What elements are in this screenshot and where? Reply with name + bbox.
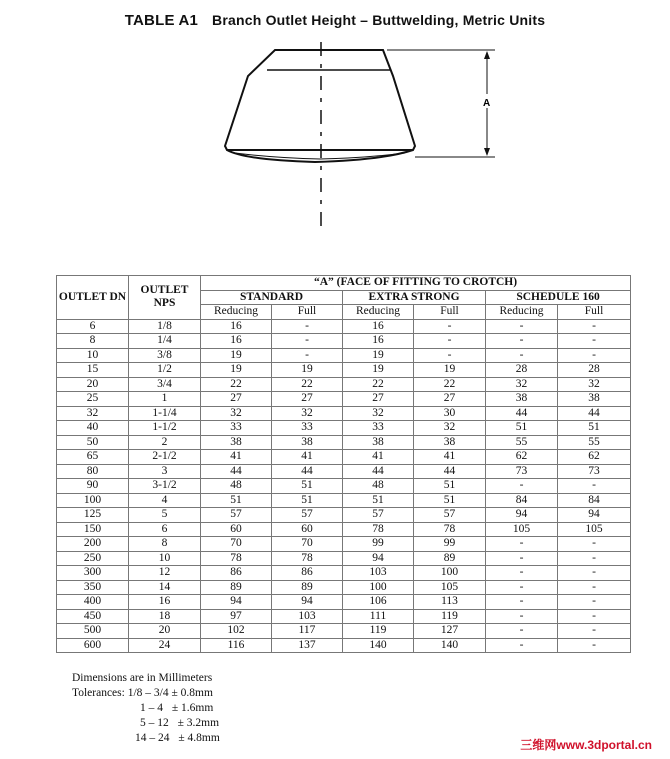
table-cell: 119	[343, 624, 414, 639]
table-cell: 3/8	[129, 348, 201, 363]
table-cell: 22	[272, 377, 343, 392]
table-cell: 3/4	[129, 377, 201, 392]
table-cell: 94	[343, 551, 414, 566]
table-cell: 33	[201, 421, 272, 436]
table-cell: 10	[129, 551, 201, 566]
table-cell: -	[272, 348, 343, 363]
table-cell: -	[558, 334, 631, 349]
tolerance-value: ± 4.8mm	[178, 732, 220, 744]
table-cell: 105	[558, 522, 631, 537]
table-cell: 1/8	[129, 319, 201, 334]
table-cell: -	[558, 595, 631, 610]
table-cell: 41	[414, 450, 486, 465]
table-cell: 40	[57, 421, 129, 436]
table-cell: 105	[486, 522, 558, 537]
table-cell: 41	[343, 450, 414, 465]
table-cell: -	[414, 319, 486, 334]
table-row	[57, 464, 631, 479]
table-cell: 5	[129, 508, 201, 523]
table-cell: 105	[414, 580, 486, 595]
table-row	[57, 551, 631, 566]
table-row	[57, 624, 631, 639]
table-cell: 50	[57, 435, 129, 450]
table-cell: 150	[57, 522, 129, 537]
table-cell: 33	[343, 421, 414, 436]
table-cell: 38	[201, 435, 272, 450]
table-cell: 140	[414, 638, 486, 653]
table-cell: 32	[201, 406, 272, 421]
table-cell: -	[486, 609, 558, 624]
table-cell: 19	[201, 348, 272, 363]
table-cell: 94	[272, 595, 343, 610]
table-cell: 2-1/2	[129, 450, 201, 465]
table-cell: 32	[486, 377, 558, 392]
table-cell: 51	[272, 493, 343, 508]
subheader-reducing: Reducing	[343, 305, 414, 320]
table-cell: 51	[272, 479, 343, 494]
table-cell: 89	[414, 551, 486, 566]
table-cell: 44	[558, 406, 631, 421]
table-title	[0, 12, 670, 29]
table-row	[57, 319, 631, 334]
table-row	[57, 392, 631, 407]
tolerance-range: 1/8 – 3/4	[127, 687, 169, 699]
table-cell: -	[558, 319, 631, 334]
tolerances-label: Tolerances:	[72, 687, 125, 699]
table-row	[57, 566, 631, 581]
header-face-to-crotch: “A” (FACE OF FITTING TO CROTCH)	[201, 276, 631, 291]
table-row	[57, 638, 631, 653]
tolerance-range: 1 – 4	[140, 702, 163, 714]
table-cell: 44	[272, 464, 343, 479]
table-cell: 14	[129, 580, 201, 595]
fitting-saddle	[227, 150, 413, 162]
table-row	[57, 450, 631, 465]
table-cell: 119	[414, 609, 486, 624]
table-row	[57, 493, 631, 508]
table-cell: 350	[57, 580, 129, 595]
table-cell: 51	[343, 493, 414, 508]
tolerance-value: ± 3.2mm	[177, 717, 220, 729]
dimension-label-a: A	[483, 98, 491, 109]
header-outlet-nps: OUTLET NPS	[129, 276, 201, 320]
table-cell: 62	[558, 450, 631, 465]
table-cell: 41	[201, 450, 272, 465]
table-cell: 44	[414, 464, 486, 479]
table-cell: -	[558, 348, 631, 363]
table-cell: 51	[414, 493, 486, 508]
table-cell: 86	[272, 566, 343, 581]
table-cell: 12	[129, 566, 201, 581]
tolerance-range: 5 – 12	[140, 717, 169, 729]
table-cell: 57	[272, 508, 343, 523]
table-cell: 38	[486, 392, 558, 407]
table-cell: 51	[486, 421, 558, 436]
table-cell: 103	[343, 566, 414, 581]
table-cell: -	[486, 319, 558, 334]
table-cell: -	[558, 551, 631, 566]
table-cell: 99	[414, 537, 486, 552]
tolerance-row	[72, 701, 220, 716]
table-cell: 57	[201, 508, 272, 523]
header-outlet-dn: OUTLET DN	[57, 276, 129, 320]
table-cell: 70	[201, 537, 272, 552]
table-cell: 33	[272, 421, 343, 436]
table-cell: 84	[486, 493, 558, 508]
subheader-full: Full	[414, 305, 486, 320]
table-cell: -	[486, 580, 558, 595]
table-cell: 38	[414, 435, 486, 450]
notes	[72, 671, 220, 746]
table-cell: -	[486, 551, 558, 566]
table-cell: 78	[272, 551, 343, 566]
header-extra-strong: EXTRA STRONG	[343, 290, 486, 305]
table-cell: -	[558, 566, 631, 581]
table-row	[57, 334, 631, 349]
table-cell: 19	[343, 363, 414, 378]
tolerance-range: 14 – 24	[135, 732, 170, 744]
table-cell: 28	[558, 363, 631, 378]
table-cell: 300	[57, 566, 129, 581]
dimensions-note: Dimensions are in Millimeters	[72, 672, 213, 684]
table-cell: 65	[57, 450, 129, 465]
table-cell: 10	[57, 348, 129, 363]
table-row	[57, 377, 631, 392]
header-standard: STANDARD	[201, 290, 343, 305]
table-cell: 28	[486, 363, 558, 378]
table-cell: 99	[343, 537, 414, 552]
tolerance-row	[72, 731, 220, 746]
table-cell: 22	[201, 377, 272, 392]
table-cell: 137	[272, 638, 343, 653]
table-row	[57, 421, 631, 436]
table-cell: 51	[201, 493, 272, 508]
table-cell: 22	[343, 377, 414, 392]
table-cell: -	[558, 580, 631, 595]
header-schedule-160: SCHEDULE 160	[486, 290, 631, 305]
table-cell: 44	[343, 464, 414, 479]
table-cell: 55	[558, 435, 631, 450]
table-cell: 450	[57, 609, 129, 624]
table-cell: 200	[57, 537, 129, 552]
table-cell: 51	[558, 421, 631, 436]
table-cell: 44	[201, 464, 272, 479]
table-cell: 111	[343, 609, 414, 624]
table-cell: 94	[558, 508, 631, 523]
table-cell: 78	[343, 522, 414, 537]
table-cell: 27	[343, 392, 414, 407]
fitting-outline	[225, 50, 415, 150]
table-cell: 20	[129, 624, 201, 639]
table-cell: -	[486, 595, 558, 610]
table-cell: 4	[129, 493, 201, 508]
table-row	[57, 435, 631, 450]
table-cell: 600	[57, 638, 129, 653]
table-cell: -	[414, 334, 486, 349]
table-cell: -	[486, 624, 558, 639]
table-cell: 100	[57, 493, 129, 508]
table-cell: 27	[272, 392, 343, 407]
table-cell: 15	[57, 363, 129, 378]
table-cell: 89	[272, 580, 343, 595]
table-cell: 102	[201, 624, 272, 639]
table-label: TABLE A1	[124, 12, 199, 29]
table-cell: 16	[201, 334, 272, 349]
table-cell: 32	[57, 406, 129, 421]
table-cell: 18	[129, 609, 201, 624]
table-cell: 117	[272, 624, 343, 639]
table-cell: 20	[57, 377, 129, 392]
table-cell: -	[486, 479, 558, 494]
table-cell: 19	[201, 363, 272, 378]
table-cell: 250	[57, 551, 129, 566]
table-cell: 78	[201, 551, 272, 566]
table-cell: -	[558, 479, 631, 494]
table-cell: -	[272, 319, 343, 334]
table-cell: 97	[201, 609, 272, 624]
table-cell: 127	[414, 624, 486, 639]
table-cell: 89	[201, 580, 272, 595]
branch-outlet-table	[56, 275, 631, 653]
table-cell: 60	[272, 522, 343, 537]
table-cell: 80	[57, 464, 129, 479]
subheader-reducing: Reducing	[201, 305, 272, 320]
table-cell: -	[486, 638, 558, 653]
table-cell: 106	[343, 595, 414, 610]
table-body	[57, 319, 631, 653]
table-cell: -	[486, 334, 558, 349]
table-cell: 48	[201, 479, 272, 494]
table-row	[57, 479, 631, 494]
table-cell: 51	[414, 479, 486, 494]
table-row	[57, 595, 631, 610]
branch-outlet-figure	[215, 36, 505, 236]
tolerance-row	[72, 716, 220, 731]
table-cell: 32	[414, 421, 486, 436]
table-cell: 113	[414, 595, 486, 610]
table-cell: 116	[201, 638, 272, 653]
table-cell: 94	[486, 508, 558, 523]
table-cell: 90	[57, 479, 129, 494]
table-cell: 32	[343, 406, 414, 421]
table-row	[57, 406, 631, 421]
table-row	[57, 508, 631, 523]
table-cell: 8	[57, 334, 129, 349]
table-cell: -	[558, 537, 631, 552]
table-cell: -	[558, 624, 631, 639]
table-cell: 41	[272, 450, 343, 465]
table-cell: 1/2	[129, 363, 201, 378]
table-cell: 84	[558, 493, 631, 508]
table-cell: 32	[272, 406, 343, 421]
table-cell: 16	[343, 334, 414, 349]
table-cell: -	[486, 348, 558, 363]
tolerance-value: ± 1.6mm	[171, 702, 214, 714]
table-cell: 1	[129, 392, 201, 407]
table-cell: 32	[558, 377, 631, 392]
table-cell: 140	[343, 638, 414, 653]
table-cell: 16	[343, 319, 414, 334]
table-cell: 22	[414, 377, 486, 392]
table-cell: 57	[414, 508, 486, 523]
table-cell: -	[558, 638, 631, 653]
table-cell: 62	[486, 450, 558, 465]
tolerance-value: ± 0.8mm	[171, 687, 213, 699]
table-cell: 25	[57, 392, 129, 407]
table-cell: 73	[558, 464, 631, 479]
table-cell: 3	[129, 464, 201, 479]
table-cell: 100	[343, 580, 414, 595]
table-cell: 1-1/2	[129, 421, 201, 436]
table-cell: 55	[486, 435, 558, 450]
table-cell: 19	[343, 348, 414, 363]
table-cell: 400	[57, 595, 129, 610]
table-row	[57, 522, 631, 537]
subheader-full: Full	[272, 305, 343, 320]
subheader-reducing: Reducing	[486, 305, 558, 320]
table-cell: 57	[343, 508, 414, 523]
table-cell: 86	[201, 566, 272, 581]
table-row	[57, 537, 631, 552]
table-cell: 3-1/2	[129, 479, 201, 494]
table-cell: 73	[486, 464, 558, 479]
table-cell: 30	[414, 406, 486, 421]
table-cell: 38	[343, 435, 414, 450]
subheader-full: Full	[558, 305, 631, 320]
table-cell: 1/4	[129, 334, 201, 349]
table-cell: 94	[201, 595, 272, 610]
table-cell: 19	[272, 363, 343, 378]
table-cell: 38	[558, 392, 631, 407]
table-cell: 16	[129, 595, 201, 610]
table-cell: 27	[414, 392, 486, 407]
table-cell: 103	[272, 609, 343, 624]
table-cell: 2	[129, 435, 201, 450]
table-cell: 38	[272, 435, 343, 450]
table-cell: 100	[414, 566, 486, 581]
table-title-text: Branch Outlet Height – Buttwelding, Metric Units	[212, 12, 546, 28]
table-cell: -	[558, 609, 631, 624]
tolerance-row	[72, 686, 220, 701]
table-cell: 19	[414, 363, 486, 378]
table-row	[57, 363, 631, 378]
table-cell: 8	[129, 537, 201, 552]
table-cell: -	[486, 537, 558, 552]
table-cell: 70	[272, 537, 343, 552]
table-cell: 1-1/4	[129, 406, 201, 421]
watermark: 三维网www.3dportal.cn	[520, 738, 652, 752]
table-cell: 48	[343, 479, 414, 494]
table-cell: 60	[201, 522, 272, 537]
table-cell: -	[414, 348, 486, 363]
table-row	[57, 348, 631, 363]
table-row	[57, 609, 631, 624]
table-cell: 78	[414, 522, 486, 537]
table-cell: 24	[129, 638, 201, 653]
table-cell: 44	[486, 406, 558, 421]
table-cell: 27	[201, 392, 272, 407]
table-cell: 6	[57, 319, 129, 334]
table-cell: 16	[201, 319, 272, 334]
table-row	[57, 580, 631, 595]
table-cell: -	[272, 334, 343, 349]
table-cell: 500	[57, 624, 129, 639]
table-cell: -	[486, 566, 558, 581]
table-cell: 125	[57, 508, 129, 523]
table-cell: 6	[129, 522, 201, 537]
